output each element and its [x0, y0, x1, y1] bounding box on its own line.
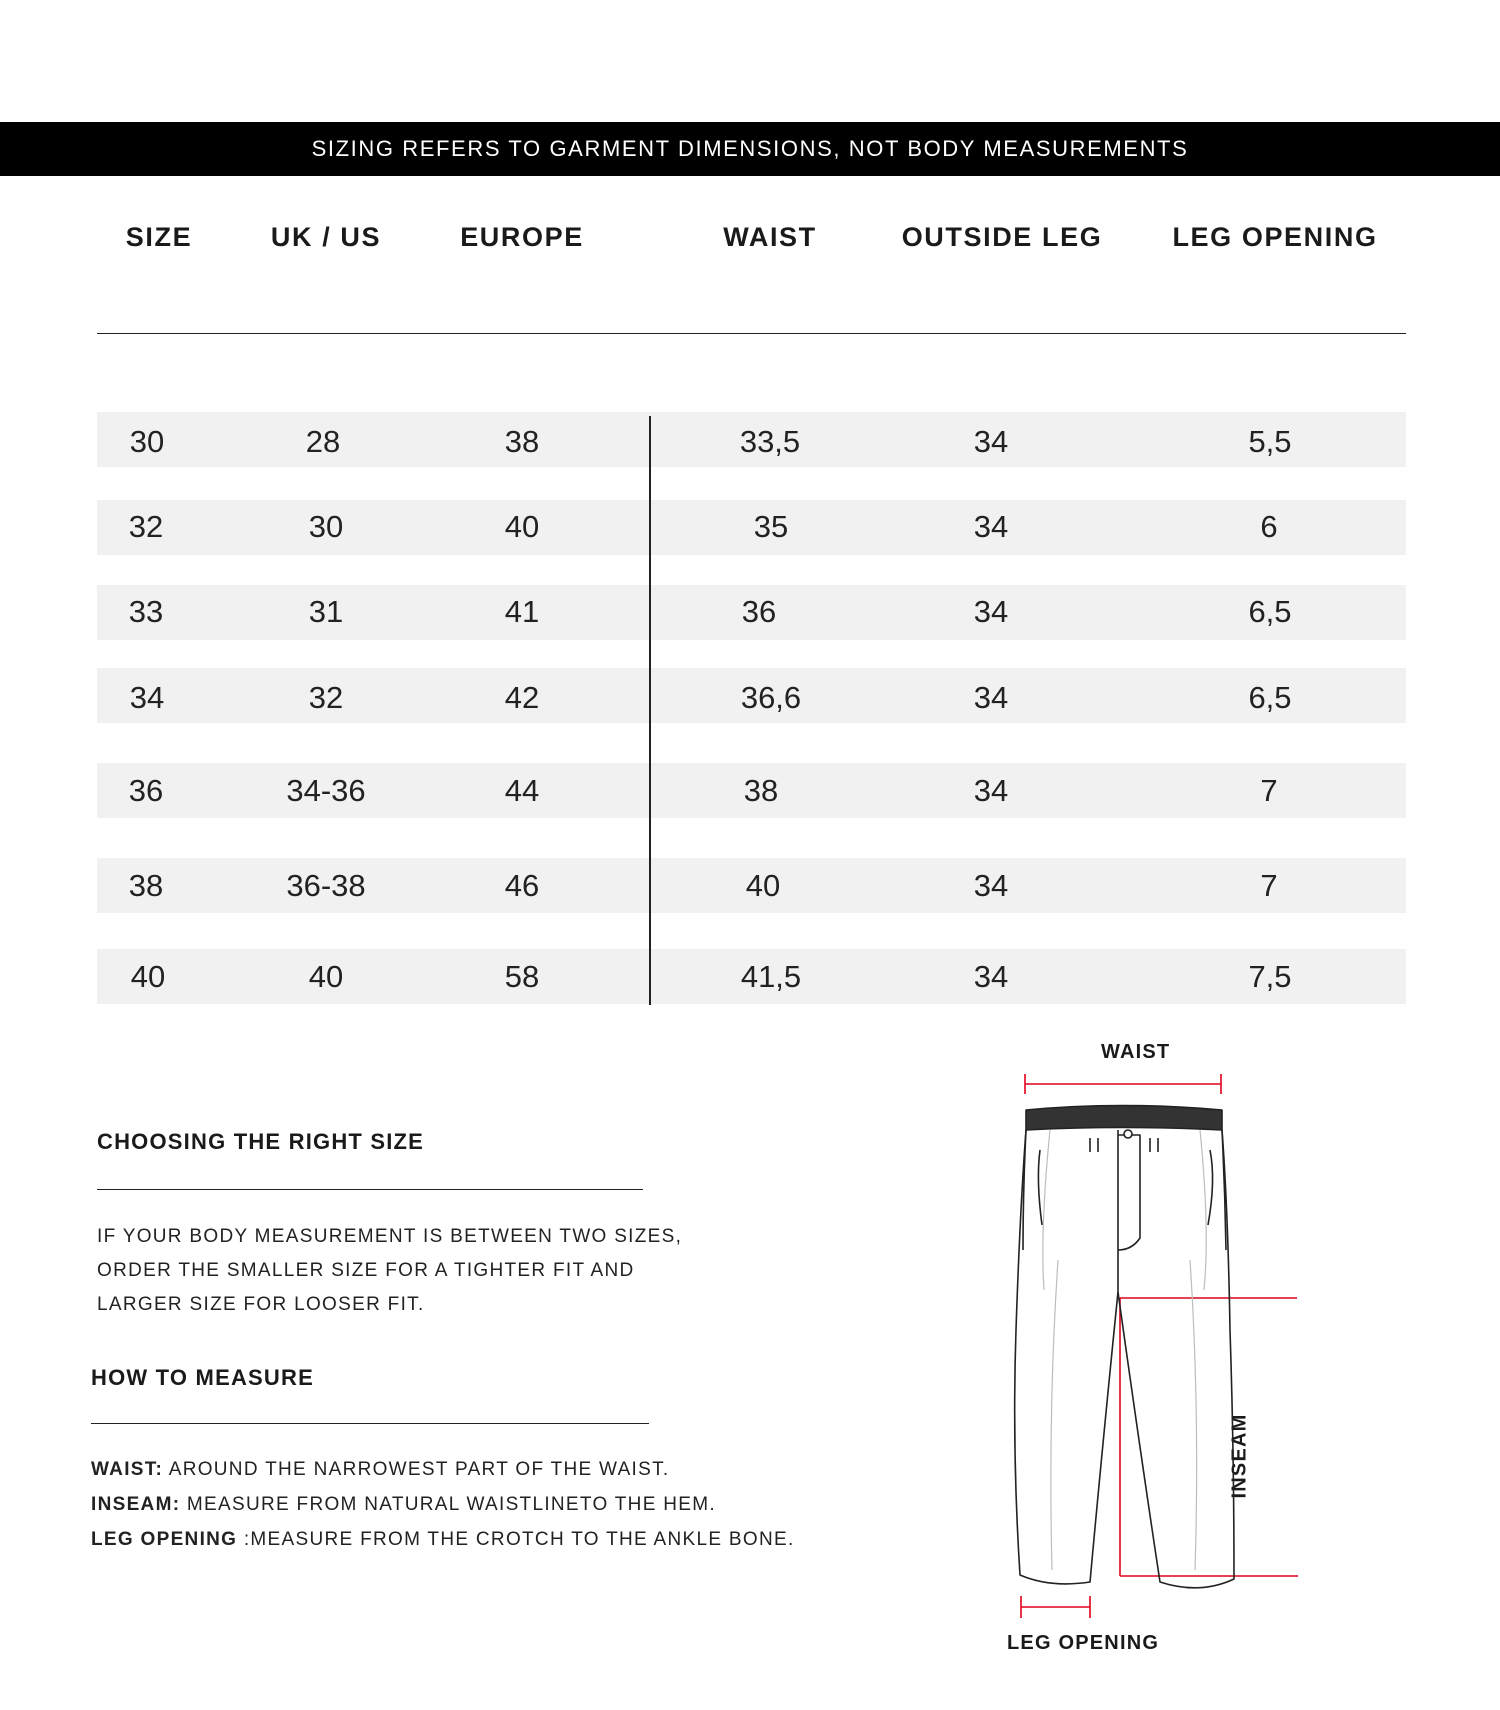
measure-item-leg-opening	[91, 1529, 795, 1551]
garment-notice-banner	[0, 122, 1500, 176]
col-header-leg-opening: LEG OPENING	[1172, 222, 1378, 252]
cell-waist: 35	[753, 509, 789, 544]
cell-europe: 46	[504, 868, 540, 903]
cell-leg-opening: 7	[1260, 773, 1278, 808]
cell-size: 34	[129, 680, 165, 715]
choosing-size-divider	[97, 1189, 643, 1190]
cell-size: 36	[128, 773, 164, 808]
cell-europe: 58	[504, 959, 540, 994]
cell-uk-us: 30	[308, 509, 344, 544]
col-header-europe: EUROPE	[460, 222, 584, 252]
cell-europe: 42	[504, 680, 540, 715]
choosing-line: ORDER THE SMALLER SIZE FOR A TIGHTER FIT AND	[97, 1260, 635, 1281]
cell-size: 33	[128, 594, 164, 629]
cell-waist: 38	[743, 773, 779, 808]
cell-outside-leg: 34	[973, 773, 1009, 808]
choosing-line: LARGER SIZE FOR LOOSER FIT.	[97, 1294, 425, 1315]
choosing-size-title: CHOOSING THE RIGHT SIZE	[97, 1129, 425, 1154]
col-header-uk-us: UK / US	[270, 222, 382, 252]
banner-text: SIZING REFERS TO GARMENT DIMENSIONS, NOT BODY MEASUREMENTS	[311, 136, 1189, 161]
measure-label: INSEAM:	[91, 1494, 181, 1515]
cell-outside-leg: 34	[973, 680, 1009, 715]
measure-text: :MEASURE FROM THE CROTCH TO THE ANKLE BONE.	[237, 1529, 795, 1550]
cell-size: 40	[130, 959, 166, 994]
col-header-size: SIZE	[125, 222, 193, 252]
cell-europe: 38	[504, 424, 540, 459]
cell-uk-us: 40	[308, 959, 344, 994]
cell-leg-opening: 5,5	[1248, 424, 1292, 459]
cell-waist: 33,5	[739, 424, 801, 459]
choosing-line: IF YOUR BODY MEASUREMENT IS BETWEEN TWO SIZES,	[97, 1226, 683, 1247]
cell-leg-opening: 6,5	[1248, 680, 1292, 715]
measure-text: MEASURE FROM NATURAL WAISTLINETO THE HEM.	[180, 1494, 716, 1515]
cell-waist: 36,6	[740, 680, 802, 715]
measure-lines	[1021, 1074, 1298, 1618]
cell-europe: 41	[504, 594, 540, 629]
cell-outside-leg: 34	[973, 959, 1009, 994]
diagram-waist-label: WAIST	[1101, 1041, 1171, 1063]
cell-uk-us: 31	[308, 594, 344, 629]
cell-uk-us: 28	[305, 424, 341, 459]
cell-outside-leg: 34	[973, 868, 1009, 903]
trousers-outline	[1015, 1106, 1234, 1588]
measure-label: LEG OPENING	[91, 1529, 238, 1550]
col-header-outside-leg: OUTSIDE LEG	[901, 222, 1103, 252]
measure-item-waist	[91, 1459, 670, 1481]
cell-europe: 40	[504, 509, 540, 544]
measure-label: WAIST:	[91, 1459, 164, 1480]
diagram-leg-opening-label: LEG OPENING	[1007, 1632, 1160, 1654]
cell-outside-leg: 34	[973, 594, 1009, 629]
cell-leg-opening: 7,5	[1248, 959, 1292, 994]
col-header-waist: WAIST	[723, 222, 817, 252]
how-to-measure-title: HOW TO MEASURE	[91, 1365, 314, 1390]
cell-outside-leg: 34	[973, 509, 1009, 544]
cell-outside-leg: 34	[973, 424, 1009, 459]
how-to-measure-divider	[91, 1423, 649, 1424]
table-row	[97, 500, 1406, 555]
column-divider	[649, 416, 651, 1005]
header-divider	[97, 333, 1406, 334]
cell-uk-us: 34-36	[286, 773, 366, 808]
cell-leg-opening: 7	[1260, 868, 1278, 903]
cell-waist: 36	[741, 594, 777, 629]
cell-europe: 44	[504, 773, 540, 808]
cell-waist: 40	[745, 868, 781, 903]
cell-size: 38	[128, 868, 164, 903]
trousers-creases	[1043, 1130, 1206, 1570]
cell-leg-opening: 6,5	[1248, 594, 1292, 629]
trousers-icon	[990, 1030, 1330, 1670]
diagram-inseam-label: INSEAM	[1228, 1413, 1251, 1499]
cell-size: 30	[129, 424, 165, 459]
cell-waist: 41,5	[740, 959, 802, 994]
cell-uk-us: 36-38	[286, 868, 366, 903]
cell-size: 32	[128, 509, 164, 544]
cell-uk-us: 32	[308, 680, 344, 715]
measure-text: AROUND THE NARROWEST PART OF THE WAIST.	[163, 1459, 670, 1480]
measure-item-inseam	[91, 1494, 716, 1516]
cell-leg-opening: 6	[1260, 509, 1278, 544]
